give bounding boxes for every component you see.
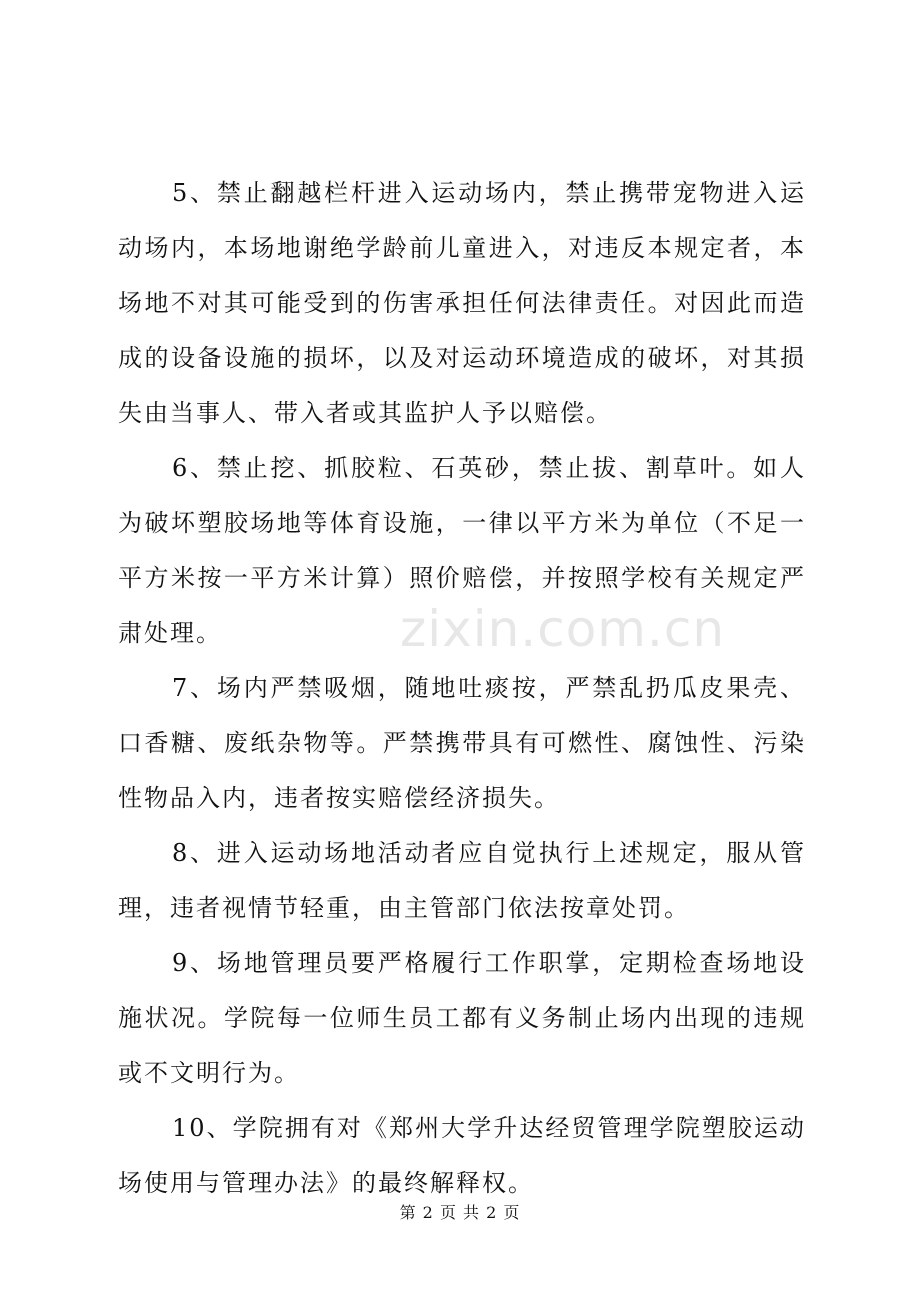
clause-8: 8、进入运动场地活动者应自觉执行上述规定，服从管理，违者视情节轻重，由主管部门依法按章处罚。: [118, 839, 806, 922]
clause-10: 10、学院拥有对《郑州大学升达经贸管理学院塑胶运动场使用与管理办法》的最终解释权。: [118, 1114, 806, 1197]
clause-5: 5、禁止翻越栏杆进入运动场内，禁止携带宠物进入运动场内，本场地谢绝学龄前儿童进入，对违反本规定者，本场地不对其可能受到的伤害承担任何法律责任。对因此而造成的设备设施的损坏，以及对运动环境造成的破坏，对其损失由当事人、带入者或其监护人予以赔偿。: [118, 179, 806, 427]
page-footer: 第 2 页 共 2 页: [399, 1203, 521, 1222]
clause-9: 9、场地管理员要严格履行工作职掌，定期检查场地设施状况。学院每一位师生员工都有义务制止场内出现的违规或不文明行为。: [118, 949, 806, 1087]
clause-7: 7、场内严禁吸烟，随地吐痰按，严禁乱扔瓜皮果壳、口香糖、废纸杂物等。严禁携带具有可燃性、腐蚀性、污染性物品入内，违者按实赔偿经济损失。: [118, 674, 806, 812]
watermark: zixin.com.cn: [400, 600, 726, 658]
document-body: [118, 166, 806, 1211]
clause-6: 6、禁止挖、抓胶粒、石英砂，禁止拔、割草叶。如人为破坏塑胶场地等体育设施，一律以平方米为单位（不足一平方米按一平方米计算）照价赔偿，并按照学校有关规定严肃处理。: [118, 454, 806, 647]
